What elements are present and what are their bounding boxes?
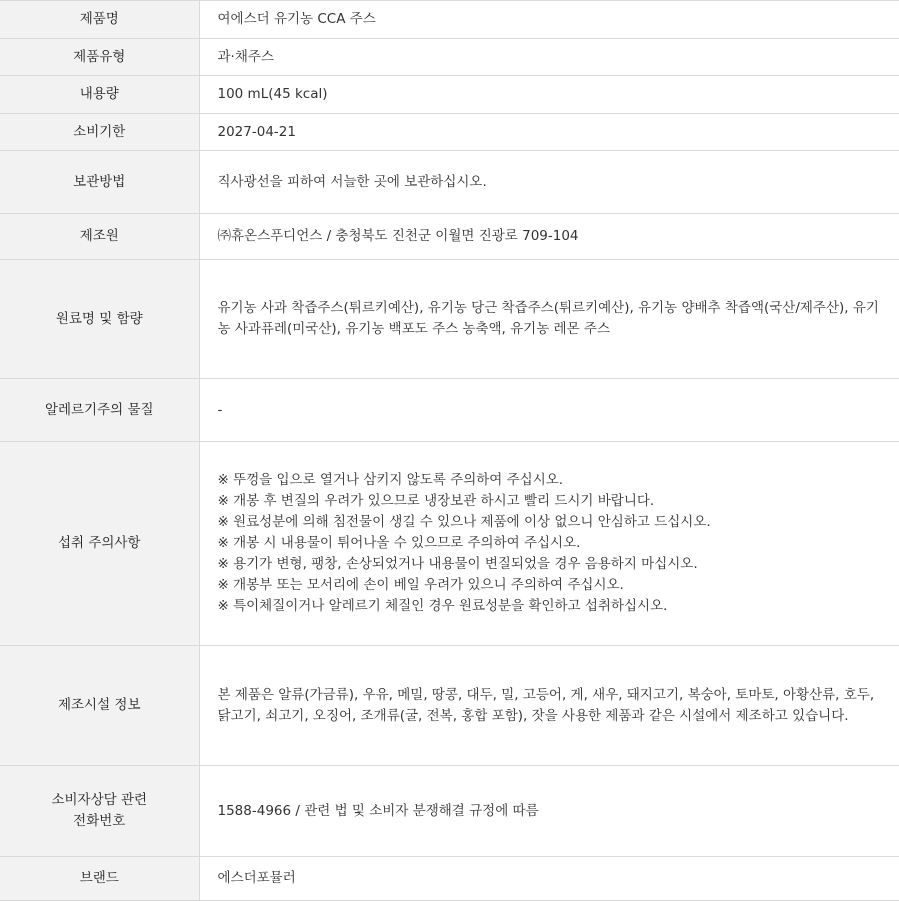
value-expiry: 2027-04-21 (199, 114, 899, 151)
caution-line: ※ 특이체질이거나 알레르기 체질인 경우 원료성분을 확인하고 섭취하십시오. (217, 598, 668, 614)
label-allergy: 알레르기주의 물질 (0, 379, 199, 442)
label-expiry: 소비기한 (0, 114, 199, 151)
caution-line: ※ 뚜껑을 입으로 열거나 삼키지 않도록 주의하여 주십시오. (217, 472, 564, 488)
value-manufacturer: ㈜휴온스푸디언스 / 충청북도 진천군 이월면 진광로 709-104 (199, 214, 899, 260)
row-storage (0, 151, 899, 214)
value-product-name: 여에스더 유기농 CCA 주스 (199, 1, 899, 39)
label-product-name: 제품명 (0, 1, 199, 39)
value-brand: 에스더포뮬러 (199, 857, 899, 901)
row-brand (0, 857, 899, 901)
label-caution: 섭취 주의사항 (0, 442, 199, 646)
caution-line: ※ 원료성분에 의해 침전물이 생길 수 있으나 제품에 이상 없으니 안심하고 드십시오. (217, 514, 711, 530)
value-storage: 직사광선을 피하여 서늘한 곳에 보관하십시오. (199, 151, 899, 214)
label-volume: 내용량 (0, 76, 199, 114)
row-product-name (0, 1, 899, 39)
label-product-type: 제품유형 (0, 39, 199, 76)
value-caution (199, 442, 899, 646)
label-manufacturer: 제조원 (0, 214, 199, 260)
value-volume: 100 mL(45 kcal) (199, 76, 899, 114)
value-facility: 본 제품은 알류(가금류), 우유, 메밀, 땅콩, 대두, 밀, 고등어, 게, 새우, 돼지고기, 복숭아, 토마토, 아황산류, 호두, 닭고기, 쇠고기, 오징어, 조개류(굴, 전복, 홍합 포함), 잣을 사용한 제품과 같은 시설에서 제조하고 있습니다. (199, 646, 899, 766)
value-ingredients: 유기농 사과 착즙주스(튀르키예산), 유기농 당근 착즙주스(튀르키예산), 유기농 양배추 착즙액(국산/제주산), 유기농 사과퓨레(미국산), 유기농 백포도 주스 농축액, 유기농 레몬 주스 (199, 260, 899, 379)
row-ingredients (0, 260, 899, 379)
label-ingredients: 원료명 및 함량 (0, 260, 199, 379)
label-phone-line2: 전화번호 (73, 813, 126, 829)
value-phone: 1588-4966 / 관련 법 및 소비자 분쟁해결 규정에 따름 (199, 766, 899, 857)
value-allergy: - (199, 379, 899, 442)
row-product-type (0, 39, 899, 76)
row-expiry (0, 114, 899, 151)
label-storage: 보관방법 (0, 151, 199, 214)
row-manufacturer (0, 214, 899, 260)
label-phone-line1: 소비자상담 관련 (51, 792, 148, 808)
label-phone (0, 766, 199, 857)
caution-line: ※ 용기가 변형, 팽창, 손상되었거나 내용물이 변질되었을 경우 음용하지 마십시오. (217, 556, 698, 572)
label-brand: 브랜드 (0, 857, 199, 901)
row-facility (0, 646, 899, 766)
row-volume (0, 76, 899, 114)
caution-line: ※ 개봉 시 내용물이 튀어나올 수 있으므로 주의하여 주십시오. (217, 535, 581, 551)
caution-line: ※ 개봉 후 변질의 우려가 있으므로 냉장보관 하시고 빨리 드시기 바랍니다. (217, 493, 655, 509)
row-allergy (0, 379, 899, 442)
caution-line: ※ 개봉부 또는 모서리에 손이 베일 우려가 있으니 주의하여 주십시오. (217, 577, 624, 593)
row-caution (0, 442, 899, 646)
value-product-type: 과·채주스 (199, 39, 899, 76)
label-facility: 제조시설 정보 (0, 646, 199, 766)
row-phone (0, 766, 899, 857)
